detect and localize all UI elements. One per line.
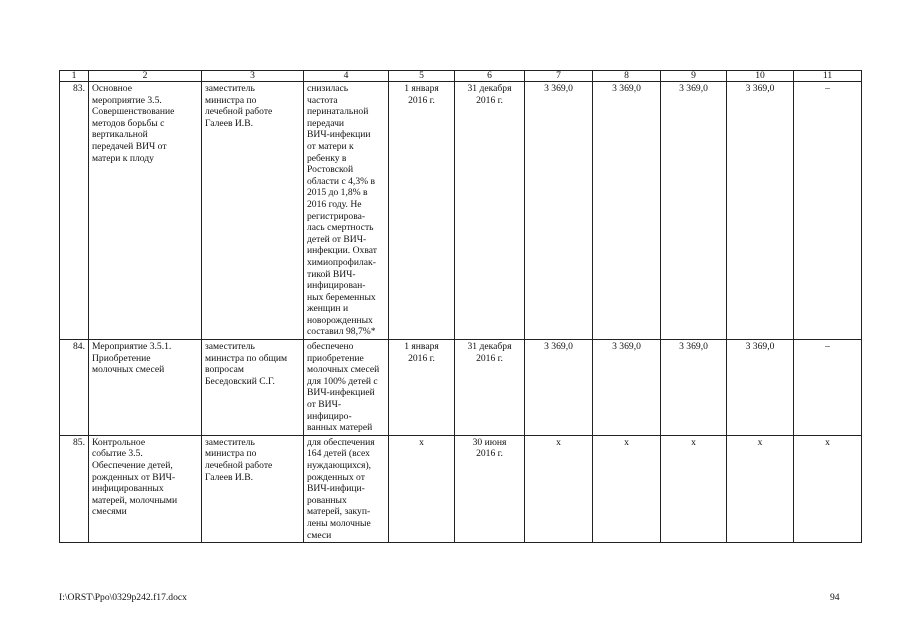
start-date (389, 340, 455, 436)
amount-col-11: – (794, 340, 862, 436)
start-date-line: 2016 г. (408, 352, 435, 364)
end-date-line: 31 декабря (467, 341, 512, 353)
end-date-line: 2016 г. (476, 94, 503, 106)
table-row (60, 435, 862, 542)
expected-result-line: ВИЧ-инфекции (307, 129, 371, 141)
expected-result-line: от ВИЧ- (307, 399, 342, 411)
activity-name-line: молочных смесей (92, 364, 165, 376)
end-date-line: 31 декабря (467, 83, 512, 94)
column-header-10: 10 (727, 71, 794, 82)
activity-name-line: матери к плоду (92, 152, 154, 164)
expected-result-line: 2016 году. Не (307, 198, 362, 210)
responsible-person-line: заместитель (205, 436, 255, 448)
end-date (455, 82, 525, 340)
end-date (455, 340, 525, 436)
amount-col-8: x (593, 435, 661, 542)
expected-result-line: нуждающихся), (307, 460, 372, 471)
activity-name-line: передачей ВИЧ от (92, 140, 167, 152)
expected-result-line: лены молочные (307, 517, 371, 529)
responsible-person (202, 435, 304, 542)
expected-result-line: тикой ВИЧ- (307, 268, 356, 280)
start-date-line: 1 января (404, 83, 439, 94)
expected-result-line: 164 детей (всех (307, 448, 370, 460)
activity-name (89, 340, 202, 436)
expected-result-line: регистрирова- (307, 210, 366, 222)
responsible-person-line: Галеев И.В. (205, 471, 254, 483)
end-date-line: 2016 г. (476, 352, 503, 364)
expected-result-line: инфициро- (307, 410, 352, 422)
column-header-3: 3 (202, 71, 304, 82)
activity-name-line: смесями (92, 506, 127, 518)
activity-name-line: методов борьбы с (92, 117, 165, 129)
expected-result-line: 2015 до 1,8% в (307, 187, 368, 199)
start-date (389, 435, 455, 542)
responsible-person-line: министра по общим (205, 352, 288, 364)
activity-name (89, 435, 202, 542)
row-number: 83. (60, 82, 89, 340)
responsible-person (202, 82, 304, 340)
responsible-person-line: заместитель (205, 83, 255, 94)
end-date (455, 435, 525, 542)
table-body (60, 82, 862, 543)
start-date-line: 2016 г. (408, 94, 435, 106)
row-number: 85. (60, 435, 89, 542)
activity-name-line: событие 3.5. (92, 448, 143, 460)
activity-name-line: Контрольное (92, 436, 146, 448)
expected-result-line: передачи (307, 117, 345, 129)
expected-result-line: смеси (307, 529, 332, 541)
row-number: 84. (60, 340, 89, 436)
start-date-line: 1 января (404, 341, 439, 353)
column-header-1: 1 (60, 71, 89, 82)
table-header-row (60, 71, 862, 82)
expected-result-line: детей от ВИЧ- (307, 233, 367, 245)
expected-result-line: ВИЧ-инфици- (307, 483, 365, 495)
amount-col-9: 3 369,0 (661, 340, 727, 436)
amount-col-8: 3 369,0 (593, 82, 661, 340)
expected-result (304, 435, 389, 542)
expected-result-line: приобретение (307, 352, 364, 364)
column-header-5: 5 (389, 71, 455, 82)
expected-result-line: ВИЧ-инфекцией (307, 387, 375, 399)
expected-result-line: частота (307, 94, 338, 106)
footer-file-path: I:\ORST\Ppo\0329p242.f17.docx (59, 592, 187, 603)
activity-name-line: Основное (92, 83, 132, 94)
responsible-person-line: министра по (205, 448, 257, 460)
column-header-9: 9 (661, 71, 727, 82)
expected-result-line: перинатальной (307, 106, 369, 118)
expected-result-line: новорожденных (307, 314, 373, 326)
expected-result-line: от матери к (307, 140, 354, 152)
expected-result-line: для 100% детей с (307, 375, 378, 387)
activity-name-line: инфицированных (92, 483, 164, 495)
end-date-line: 2016 г. (476, 448, 503, 460)
amount-col-9: 3 369,0 (661, 82, 727, 340)
activity-name-line: Совершенствование (92, 106, 175, 118)
activity-name-line: матерей, молочными (92, 494, 178, 506)
responsible-person-line: лечебной работе (205, 460, 273, 471)
expected-result-line: инфекции. Охват (307, 245, 377, 257)
activity-name-line: Мероприятие 3.5.1. (92, 341, 172, 353)
column-header-4: 4 (304, 71, 389, 82)
responsible-person-line: министра по (205, 94, 257, 106)
expected-result-line: химиопрофилак- (307, 256, 376, 268)
plan-table (59, 70, 862, 543)
activity-name (89, 82, 202, 340)
expected-result (304, 340, 389, 436)
responsible-person-line: Беседовский С.Г. (205, 375, 275, 387)
activity-name-line: вертикальной (92, 129, 148, 141)
responsible-person (202, 340, 304, 436)
expected-result-line: обеспечено (307, 341, 354, 353)
amount-col-7: 3 369,0 (525, 340, 593, 436)
amount-col-7: x (525, 435, 593, 542)
expected-result-line: молочных смесей (307, 364, 380, 376)
column-header-7: 7 (525, 71, 593, 82)
expected-result-line: женщин и (307, 303, 349, 315)
amount-col-10: 3 369,0 (727, 340, 794, 436)
amount-col-10: x (727, 435, 794, 542)
expected-result-line: рованных (307, 494, 347, 506)
expected-result-line: для обеспечения (307, 436, 375, 448)
amount-col-9: x (661, 435, 727, 542)
table-row (60, 340, 862, 436)
expected-result-line: ванных матерей (307, 422, 373, 434)
amount-col-11: x (794, 435, 862, 542)
activity-name-line: мероприятие 3.5. (92, 94, 162, 106)
table-row (60, 82, 862, 340)
expected-result-line: инфицирован- (307, 280, 366, 292)
expected-result-line: снизилась (307, 83, 349, 94)
amount-col-8: 3 369,0 (593, 340, 661, 436)
expected-result-line: ных беременных (307, 291, 376, 303)
activity-name-line: рожденных от ВИЧ- (92, 471, 176, 483)
expected-result-line: области с 4,3% в (307, 175, 376, 187)
end-date-line: 30 июня (472, 436, 507, 448)
amount-col-11: – (794, 82, 862, 340)
start-date-line: x (419, 436, 424, 448)
expected-result-line: составил 98,7%* (307, 326, 376, 338)
responsible-person-line: Галеев И.В. (205, 117, 254, 129)
column-header-8: 8 (593, 71, 661, 82)
amount-col-7: 3 369,0 (525, 82, 593, 340)
expected-result-line: рожденных от (307, 471, 365, 483)
page-number: 94 (830, 592, 840, 603)
column-header-11: 11 (794, 71, 862, 82)
amount-col-10: 3 369,0 (727, 82, 794, 340)
expected-result-line: ребенку в (307, 152, 347, 164)
column-header-6: 6 (455, 71, 525, 82)
column-header-2: 2 (89, 71, 202, 82)
activity-name-line: Приобретение (92, 352, 151, 364)
responsible-person-line: заместитель (205, 341, 255, 353)
start-date (389, 82, 455, 340)
expected-result-line: лась смертность (307, 222, 374, 234)
expected-result-line: Ростовской (307, 164, 354, 176)
expected-result (304, 82, 389, 340)
responsible-person-line: лечебной работе (205, 106, 273, 118)
responsible-person-line: вопросам (205, 364, 244, 376)
expected-result-line: матерей, закуп- (307, 506, 371, 518)
activity-name-line: Обеспечение детей, (92, 460, 173, 471)
